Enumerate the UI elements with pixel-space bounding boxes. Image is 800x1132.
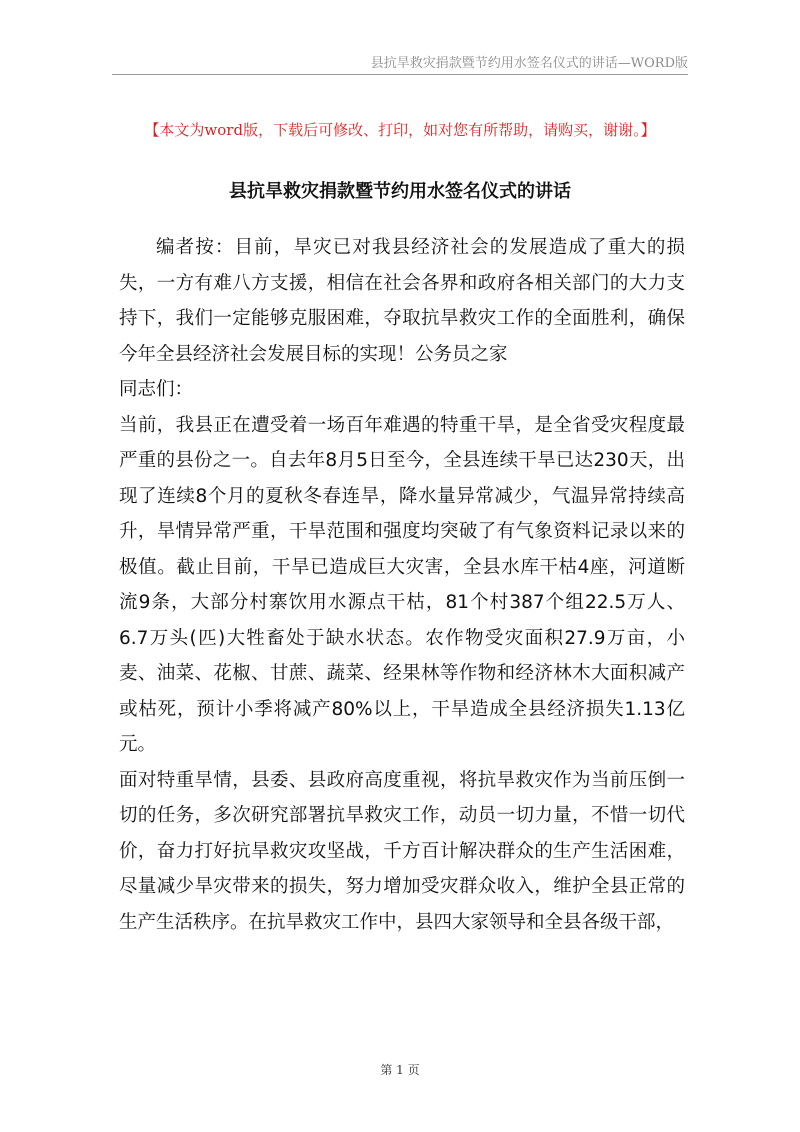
salutation-paragraph: 同志们： xyxy=(119,379,194,400)
document-body xyxy=(119,230,685,940)
document-title: 县抗旱救灾捐款暨节约用水签名仪式的讲话 xyxy=(229,181,571,202)
body-paragraph: 当前，我县正在遭受着一场百年难遇的特重干旱，是全省受灾程度最严重的县份之一。自去年8月5日至今，全县连续干旱已达230天，出现了连续8个月的夏秋冬春连旱，降水量异常减少，气温异常持续高升，旱情异常严重，干旱范围和强度均突破了有气象资料记录以来的极值。截止目前，干旱已造成巨大灾害，全县水库干枯4座，河道断流9条，大部分村寨饮用水源点干枯，81个村387个组22.5万人、6.7万头(匹)大牲畜处于缺水状态。农作物受灾面积27.9万亩，小麦、油菜、花椒、甘蔗、蔬菜、经果林等作物和经济林木大面积减产或枯死，预计小季将减产80%以上，干旱造成全县经济损失1.13亿元。 xyxy=(119,414,685,755)
download-notice: 【本文为word版，下载后可修改、打印，如对您有所帮助，请购买，谢谢。】 xyxy=(144,121,656,139)
running-header: 县抗旱救灾捐款暨节约用水签名仪式的讲话—WORD版 xyxy=(370,56,688,71)
header-divider xyxy=(112,74,688,75)
editor-note-paragraph: 编者按：目前，旱灾已对我县经济社会的发展造成了重大的损失，一方有难八方支援，相信在社会各界和政府各相关部门的大力支持下，我们一定能够克服困难，夺取抗旱救灾工作的全面胜利，确保今年全县经济社会发展目标的实现！公务员之家 xyxy=(119,237,685,365)
body-paragraph: 面对特重旱情，县委、县政府高度重视，将抗旱救灾作为当前压倒一切的任务，多次研究部署抗旱救灾工作，动员一切力量，不惜一切代价，奋力打好抗旱救灾攻坚战，千方百计解决群众的生产生活困难，尽量减少旱灾带来的损失，努力增加受灾群众收入，维护全县正常的生产生活秩序。在抗旱救灾工作中，县四大家领导和全县各级干部， xyxy=(119,769,685,933)
page-number: 第 1 页 xyxy=(380,1063,420,1077)
